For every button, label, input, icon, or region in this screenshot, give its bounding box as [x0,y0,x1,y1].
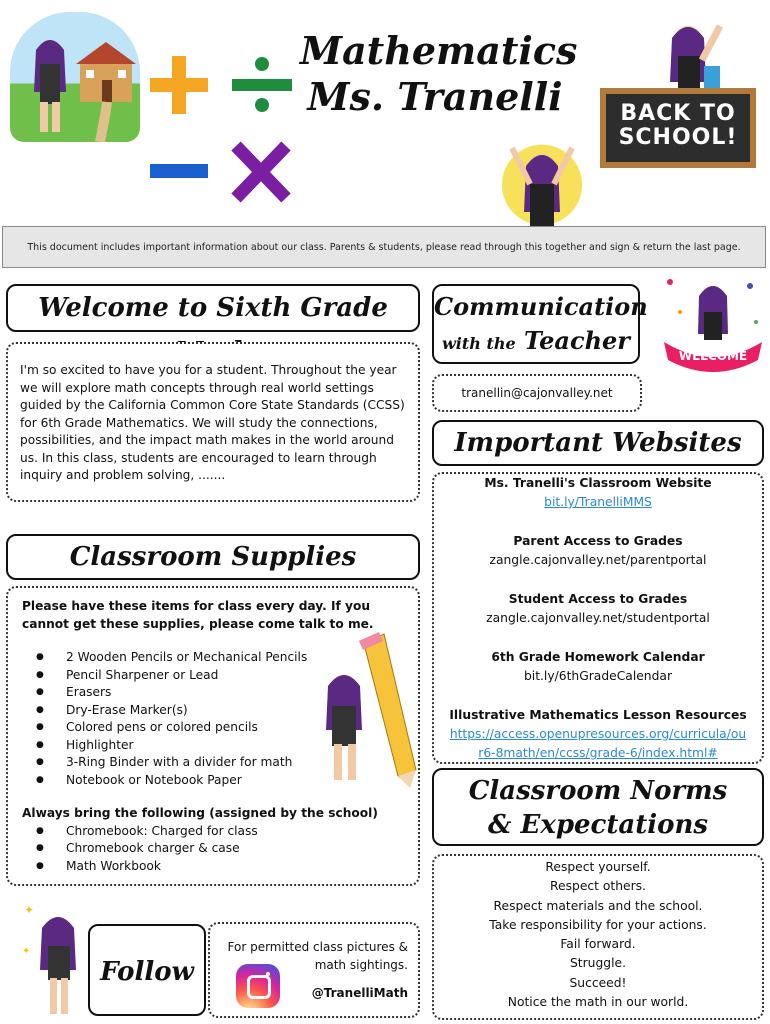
instagram-handle[interactable]: @TranelliMath [311,986,408,1000]
back-to-school-sign [600,88,756,168]
website-title: Student Access to Grades [508,592,688,606]
bitmoji-selfie-image [20,900,90,1020]
welcome-badge-text: WELCOME [678,349,748,363]
illustrative-math-link-line2[interactable]: r6-8math/en/ccss/grade-6/index.html# [478,746,718,760]
websites-list [432,472,764,764]
list-item: ● Dry-Erase Marker(s) [66,702,404,720]
norms-heading [432,768,764,846]
board-text-line1: BACK TO [620,101,736,126]
supplies-heading: Classroom Supplies [6,534,420,580]
list-item: Respect yourself. [545,860,651,874]
list-item: Take responsibility for your actions. [489,917,707,932]
divide-dot-icon [255,57,269,71]
list-item: ● Pencil Sharpener or Lead [66,667,404,685]
title-line-subject: Mathematics [300,28,578,73]
illustrative-math-link-line1[interactable]: https://access.openupresources.org/curricula/ou [449,727,747,741]
instagram-icon[interactable] [236,964,280,1008]
list-item: ● Notebook or Notebook Paper [66,772,404,790]
list-item: ● Highlighter [66,737,404,755]
list-item: ● Erasers [66,684,404,702]
communication-heading-line1: Communication [434,292,648,321]
svg-text:✦: ✦ [22,946,31,957]
times-sign-icon [226,140,296,204]
list-item: Notice the math in our world. [507,995,689,1010]
plus-sign-icon-vertical [172,56,186,114]
school-supplies-lead: Always bring the following (assigned by the school) [22,806,378,820]
websites-heading: Important Websites [432,420,764,466]
divide-dot-icon [255,98,269,112]
website-item [434,706,762,763]
follow-text-line1: For permitted class pictures & [227,940,408,954]
info-banner: This document includes important information about our class. Parents & students, please read through this together and sign & return the last page. [2,226,766,268]
page-title [300,28,578,120]
teacher-email[interactable]: tranellin@cajonvalley.net [432,374,642,412]
list-item: ● 3-Ring Binder with a divider for math [66,754,404,772]
follow-text-line2: math sightings. [314,958,408,972]
website-item [434,474,762,512]
list-item: Fail forward. [560,937,636,952]
welcome-text: I'm so excited to have you for a student. Throughout the year we will explore math concepts through real world settings guided by the California Common Core State Standards (CCSS) for 6th Grade Mathematics. We will study the connections, possibilities, and the impact math makes in the world around us. In this class, students are encouraged to learn through inquiry and problem solving, ....... [6,342,420,502]
website-item [434,590,762,628]
bitmoji-waving-image [656,12,726,92]
website-title: Ms. Tranelli's Classroom Website [484,476,712,490]
board-text-line2: SCHOOL! [618,125,738,150]
communication-heading-line2: Teacher [524,326,630,355]
welcome-heading: Welcome to Sixth Grade [6,284,420,332]
bitmoji-cheering-image [502,132,582,228]
norms-heading-line2: & Expectations [487,810,709,840]
student-portal-url: zangle.cajonvalley.net/studentportal [486,611,710,625]
parent-portal-url: zangle.cajonvalley.net/parentportal [489,553,707,567]
bitmoji-pencil-image [320,630,420,790]
list-item: Succeed! [569,975,627,990]
follow-heading: Follow [88,924,206,1016]
list-item: ● Chromebook charger & case [66,840,404,858]
list-item: ● Colored pens or colored pencils [66,719,404,737]
website-item [434,532,762,570]
norms-heading-line1: Classroom Norms [468,776,728,806]
homework-calendar-url: bit.ly/6thGradeCalendar [523,669,672,683]
list-item: ● Chromebook: Charged for class [66,823,404,841]
list-item: ● 2 Wooden Pencils or Mechanical Pencils [66,649,404,667]
title-line-teacher: Ms. Tranelli [307,74,563,119]
supplies-lead: Please have these items for class every day. If you cannot get these supplies, please come talk to me. [22,599,374,631]
website-title: Illustrative Mathematics Lesson Resources [449,708,747,722]
minus-sign-icon [150,164,208,178]
norms-list [432,854,764,1020]
communication-heading-small: with the [442,334,516,353]
list-item: Respect others. [550,879,646,894]
website-title: 6th Grade Homework Calendar [491,650,705,664]
communication-heading [432,284,648,364]
classroom-website-link[interactable]: bit.ly/TranelliMMS [544,495,652,509]
list-item: ● Math Workbook [66,858,404,876]
website-title: Parent Access to Grades [513,534,683,548]
svg-text:✦: ✦ [24,903,35,917]
list-item: Respect materials and the school. [493,898,703,913]
list-item: Struggle. [570,956,626,971]
bitmoji-school-image [10,12,140,142]
website-item [434,648,762,686]
welcome-badge-image [660,272,766,372]
divide-sign-icon [232,79,292,91]
